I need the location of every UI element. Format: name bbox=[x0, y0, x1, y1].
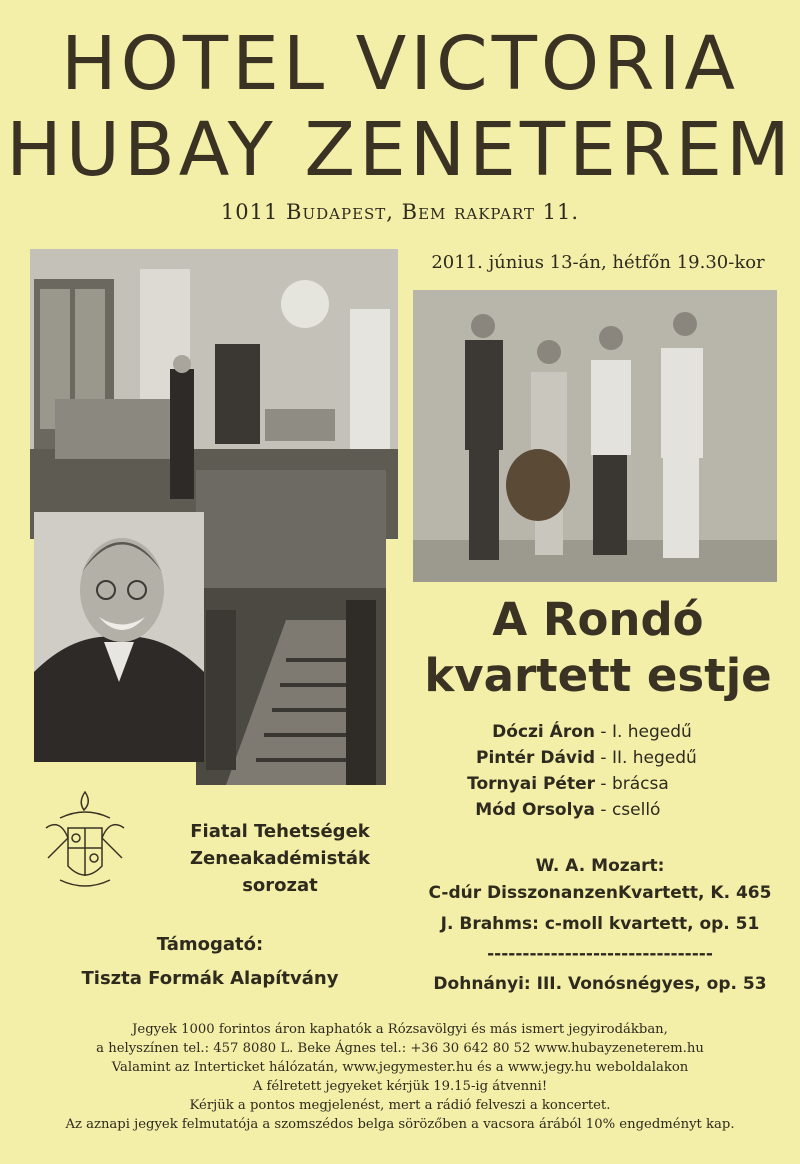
concert-date: 2011. június 13-án, hétfőn 19.30-kor bbox=[431, 252, 765, 273]
series-line3: sorozat bbox=[242, 875, 318, 896]
member-role: - cselló bbox=[600, 800, 661, 820]
program-item-work: C-dúr DisszonanzenKvartett, K. 465 bbox=[428, 883, 772, 903]
concert-title bbox=[398, 592, 798, 704]
ticket-info-line: Valamint az Interticket hálózatán, www.jegymester.hu és a www.jegy.hu weboldalakon bbox=[111, 1060, 689, 1075]
program-item: J. Brahms: c-moll kvartett, op. 51 bbox=[440, 914, 760, 934]
staircase-photo bbox=[196, 470, 386, 785]
hubay-portrait-photo bbox=[34, 512, 204, 762]
member-role: - II. hegedű bbox=[600, 748, 697, 768]
ticket-info-line: Jegyek 1000 forintos áron kaphatók a Rózsavölgyi és más ismert jegyirodákban, bbox=[132, 1022, 668, 1037]
series-line2: Zeneakadémisták bbox=[190, 848, 370, 869]
program-item: Dohnányi: III. Vonósnégyes, op. 53 bbox=[433, 974, 767, 994]
venue-name-heading: HUBAY ZENETEREM bbox=[6, 107, 794, 193]
member-row bbox=[420, 719, 790, 745]
member-role: - brácsa bbox=[600, 774, 669, 794]
ticket-info-line: Az aznapi jegyek felmutatója a szomszédos belga sörözőben a vacsora árából 10% engedményt kap. bbox=[65, 1117, 735, 1132]
sponsor-name: Tiszta Formák Alapítvány bbox=[81, 968, 339, 989]
member-role: - I. hegedű bbox=[600, 722, 692, 742]
program-separator: -------------------------------- bbox=[487, 944, 713, 964]
member-row bbox=[420, 745, 790, 771]
series-line1: Fiatal Tehetségek bbox=[190, 821, 370, 842]
program-item-composer: W. A. Mozart: bbox=[535, 856, 665, 876]
ticket-info bbox=[10, 1020, 790, 1134]
coat-of-arms-icon bbox=[40, 788, 130, 898]
ticket-info-line: Kérjük a pontos megjelenést, mert a rádió felveszi a koncertet. bbox=[189, 1098, 611, 1113]
member-row bbox=[420, 797, 790, 823]
ticket-info-line: a helyszínen tel.: 457 8080 L. Beke Ágnes tel.: +36 30 642 80 52 www.hubayzeneterem.hu bbox=[96, 1041, 704, 1056]
concert-title-line1: A Rondó bbox=[492, 593, 704, 646]
member-name: Dóczi Áron bbox=[492, 722, 595, 742]
member-name: Pintér Dávid bbox=[475, 748, 595, 768]
member-name: Mód Orsolya bbox=[475, 800, 595, 820]
concert-title-line2: kvartett estje bbox=[424, 649, 772, 702]
member-name: Tornyai Péter bbox=[467, 774, 595, 794]
hotel-name-heading: HOTEL VICTORIA bbox=[60, 21, 740, 107]
member-row bbox=[420, 771, 790, 797]
ticket-info-line: A félretett jegyeket kérjük 19.15-ig átvenni! bbox=[252, 1079, 548, 1094]
sponsor-label: Támogató: bbox=[156, 934, 264, 955]
venue-address: 1011 Budapest, Bem rakpart 11. bbox=[220, 200, 580, 224]
quartet-photo bbox=[413, 290, 777, 582]
concert-series bbox=[150, 818, 410, 899]
